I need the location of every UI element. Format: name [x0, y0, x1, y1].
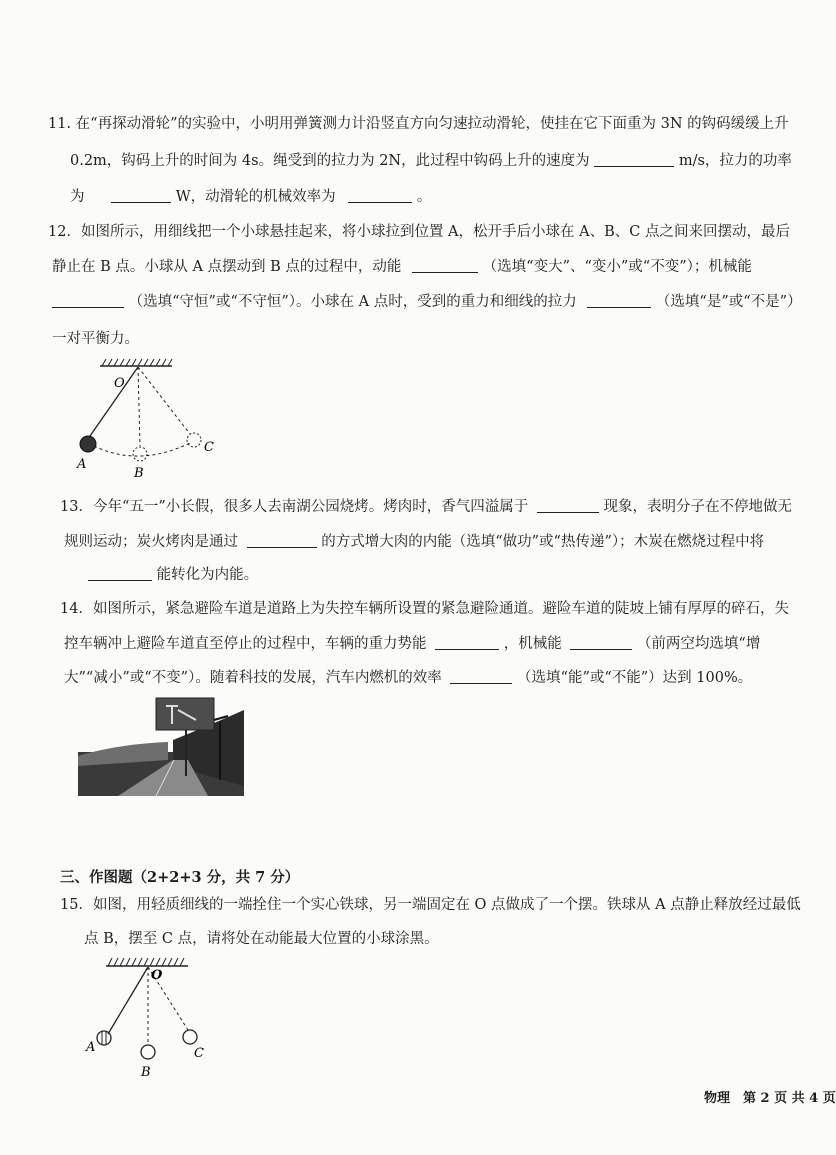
q12-blank-kinetic[interactable] — [412, 258, 478, 273]
q11-blank-speed[interactable] — [594, 152, 674, 167]
q13-line-2: 规则运动；炭火烤肉是通过 的方式增大肉的内能（选填“做功”或“热传递”）；木炭在燃烧过程中将 — [64, 534, 765, 550]
q12-pendulum-figure — [68, 356, 228, 481]
q14-line-3: 大”“减小”或“不变”）。随着科技的发展，汽车内燃机的效率 （选填“能”或“不能”）达到 100%。 — [64, 670, 753, 686]
q12-line-3: （选填“守恒”或“不守恒”）。小球在 A 点时，受到的重力和细线的拉力 （选填“是”或“不是”） — [52, 292, 802, 312]
escape-lane-photo — [78, 696, 244, 796]
q13-line-3: 能转化为内能。 — [88, 565, 258, 585]
q12-blank-mechanical[interactable] — [52, 293, 124, 308]
q11-line-3: 为 W，动滑轮的机械效率为 。 — [70, 189, 432, 205]
q14-line-2: 控车辆冲上避险车道直至停止的过程中，车辆的重力势能 ，机械能 （前两空均选填“增 — [64, 636, 761, 652]
q11-line-1: 11. 在“再探动滑轮”的实验中，小明用弹簧测力计沿竖直方向匀速拉动滑轮，使挂在它下面重为 3N 的钩码缓缓上升 — [48, 116, 789, 132]
page-footer: 物理 第 2 页 共 4 页 — [704, 1091, 836, 1106]
q11-blank-efficiency[interactable] — [348, 188, 412, 203]
q11-line-2: 0.2m，钩码上升的时间为 4s。绳受到的拉力为 2N，此过程中钩码上升的速度为 m/s，拉力的功率 — [70, 153, 792, 169]
q12-line-1: 12．如图所示，用细线把一个小球悬挂起来，将小球拉到位置 A，松开手后小球在 A、B、C 点之间来回摆动，最后 — [48, 224, 790, 240]
label-c: C — [194, 1046, 204, 1061]
ball-b-icon — [133, 447, 147, 461]
q13-blank-method[interactable] — [247, 533, 317, 548]
q13-blank-energy[interactable] — [88, 566, 152, 581]
q13-blank-phenomenon[interactable] — [537, 498, 599, 513]
ball-c-icon — [187, 433, 201, 447]
label-o: O — [151, 968, 163, 983]
q12-line-2: 静止在 B 点。小球从 A 点摆动到 B 点的过程中，动能 （选填“变大”、“变小”或“不变”）；机械能 — [52, 259, 752, 275]
q12-line-4: 一对平衡力。 — [52, 331, 139, 347]
q15-line-1: 15．如图，用轻质细线的一端拴住一个实心铁球，另一端固定在 O 点做成了一个摆。铁球从 A 点静止释放经过最低 — [60, 897, 801, 913]
q14-line-1: 14．如图所示，紧急避险车道是道路上为失控车辆所设置的紧急避险通道。避险车道的陡坡上铺有厚厚的碎石，失 — [60, 601, 789, 617]
q12-blank-balance[interactable] — [587, 293, 651, 308]
ball-b-icon[interactable] — [141, 1045, 155, 1059]
ball-a-icon — [97, 1031, 111, 1045]
label-b: B — [134, 466, 144, 481]
section-3-title: 三、作图题（2+2+3 分，共 7 分） — [60, 869, 300, 886]
label-a: A — [77, 457, 87, 472]
q15-line-2: 点 B，摆至 C 点，请将处在动能最大位置的小球涂黑。 — [84, 931, 439, 947]
q15-pendulum-figure — [84, 952, 214, 1078]
q13-line-1: 13．今年“五一”小长假，很多人去南湖公园烧烤。烤肉时，香气四溢属于 现象，表明分子在不停地做无 — [60, 499, 792, 515]
label-a: A — [86, 1040, 96, 1055]
ball-c-icon — [183, 1030, 197, 1044]
ball-a-icon — [80, 436, 96, 452]
q14-blank-mechanical[interactable] — [570, 635, 632, 650]
label-o: O — [114, 376, 125, 391]
label-c: C — [204, 440, 214, 455]
q14-blank-potential[interactable] — [435, 635, 499, 650]
q11-blank-power[interactable] — [111, 188, 171, 203]
label-b: B — [141, 1065, 151, 1080]
q14-blank-efficiency[interactable] — [450, 669, 512, 684]
